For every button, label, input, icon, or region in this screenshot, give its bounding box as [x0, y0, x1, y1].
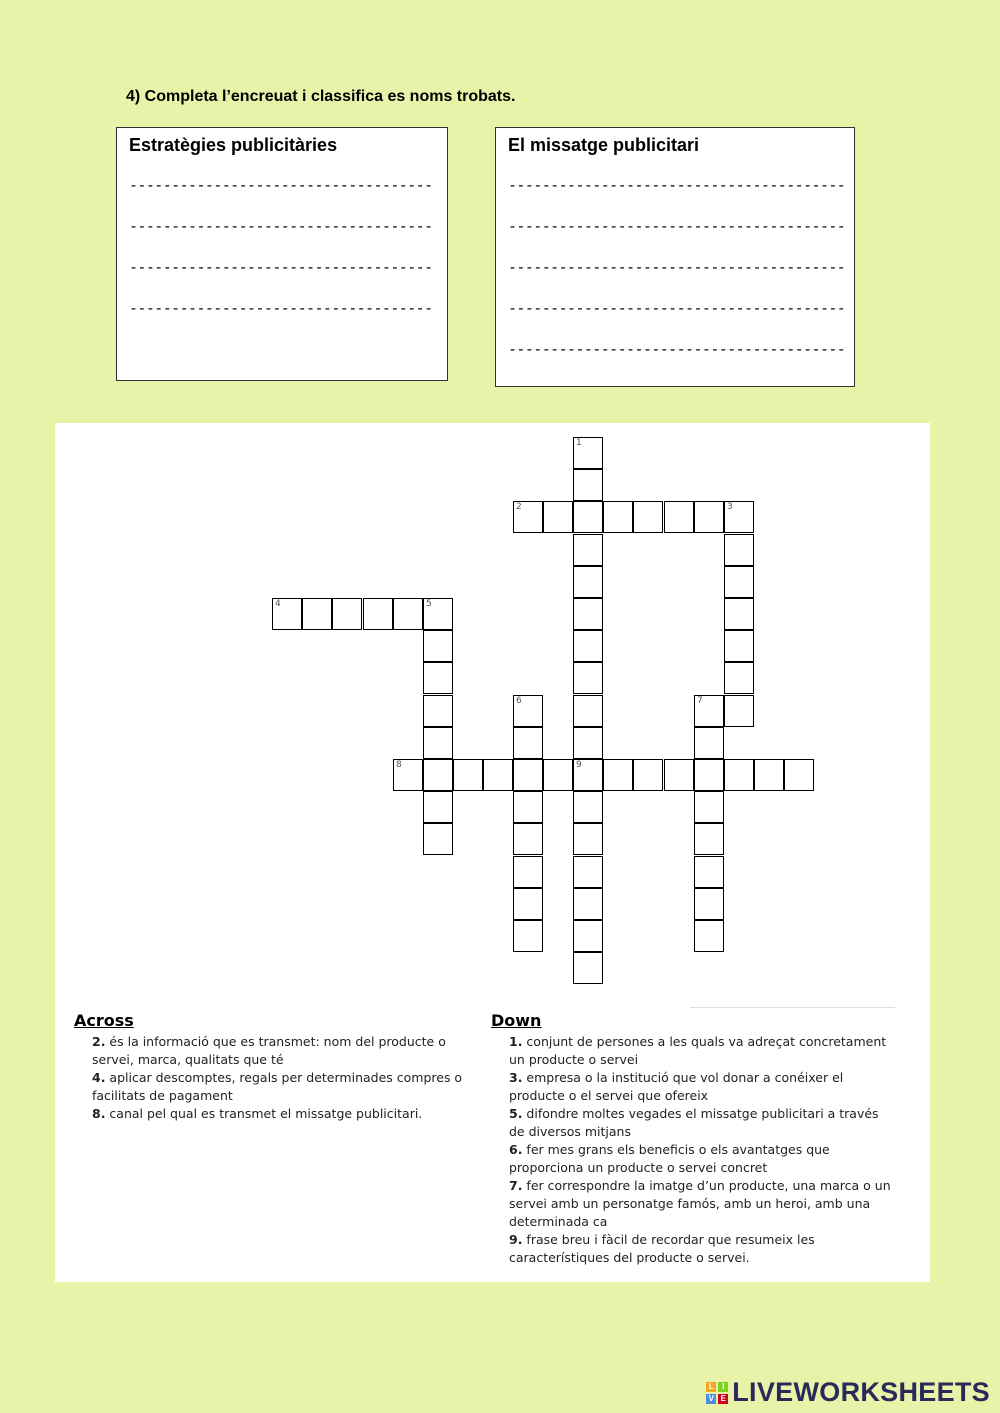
clue-down-3: 3. empresa o la institució que vol donar a conéixer el producte o el servei que ofereix [509, 1070, 844, 1103]
crossword-cell[interactable] [393, 598, 423, 630]
liveworksheets-icon [706, 1382, 728, 1404]
crossword-cell[interactable] [573, 823, 603, 855]
crossword-cell[interactable] [423, 695, 453, 727]
crossword-cell[interactable] [573, 727, 603, 759]
crossword-cell[interactable] [513, 791, 543, 823]
crossword-cell[interactable] [754, 759, 784, 791]
logo-letter: I [718, 1382, 728, 1392]
crossword-cell[interactable] [664, 759, 694, 791]
box-missatge [495, 127, 855, 387]
clue-number: 9 [576, 760, 582, 770]
crossword-cell[interactable] [513, 501, 543, 533]
clue-across-4: 4. aplicar descomptes, regals per determinades compres o facilitats de pagament [92, 1070, 463, 1103]
answer-line[interactable]: ------------------------------------ [129, 217, 433, 235]
clue-number: 7 [697, 696, 703, 706]
answer-line[interactable]: ---------------------------------------- [508, 176, 846, 194]
crossword-cell[interactable] [573, 501, 603, 533]
answer-line[interactable]: ------------------------------------ [129, 176, 433, 194]
crossword-cell[interactable] [393, 759, 423, 791]
down-clues [491, 1011, 891, 1267]
clue-number: 2 [516, 502, 522, 512]
crossword-cell[interactable] [724, 759, 754, 791]
crossword-cell[interactable] [573, 534, 603, 566]
crossword-cell[interactable] [573, 695, 603, 727]
crossword-cell[interactable] [694, 856, 724, 888]
crossword-cell[interactable] [423, 791, 453, 823]
clue-number: 4 [275, 599, 281, 609]
crossword-cell[interactable] [513, 856, 543, 888]
crossword-cell[interactable] [573, 791, 603, 823]
crossword-cell[interactable] [513, 759, 543, 791]
crossword-cell[interactable] [694, 759, 724, 791]
crossword-cell[interactable] [423, 630, 453, 662]
crossword-cell[interactable] [573, 437, 603, 469]
crossword-cell[interactable] [633, 759, 663, 791]
crossword-cell[interactable] [694, 791, 724, 823]
answer-line[interactable]: ---------------------------------------- [508, 299, 846, 317]
logo-text: LIVEWORKSHEETS [732, 1377, 990, 1407]
crossword-cell[interactable] [573, 759, 603, 791]
crossword-cell[interactable] [513, 695, 543, 727]
crossword-cell[interactable] [423, 662, 453, 694]
logo-letter: E [718, 1394, 728, 1404]
crossword-cell[interactable] [543, 759, 573, 791]
crossword-cell[interactable] [694, 888, 724, 920]
crossword-cell[interactable] [483, 759, 513, 791]
crossword-cell[interactable] [423, 823, 453, 855]
divider [690, 1007, 895, 1008]
answer-line[interactable]: ---------------------------------------- [508, 217, 846, 235]
crossword-cell[interactable] [724, 598, 754, 630]
crossword-cell[interactable] [513, 727, 543, 759]
crossword-cell[interactable] [694, 727, 724, 759]
crossword-cell[interactable] [633, 501, 663, 533]
crossword-cell[interactable] [272, 598, 302, 630]
clue-number: 8 [396, 760, 402, 770]
down-heading: Down [491, 1011, 542, 1030]
crossword-cell[interactable] [724, 630, 754, 662]
crossword-cell[interactable] [332, 598, 362, 630]
crossword-cell[interactable] [603, 501, 633, 533]
box-estrategies-title: Estratègies publicitàries [129, 135, 338, 155]
box-estrategies [116, 127, 448, 381]
answer-line[interactable]: ---------------------------------------- [508, 340, 846, 358]
instruction: 4) Completa l’encreuat i classifica es noms trobats. [126, 88, 516, 105]
crossword-panel [55, 423, 930, 1282]
crossword-cell[interactable] [573, 662, 603, 694]
clue-down-6: 6. fer mes grans els beneficis o els avantatges que proporciona un producte o servei concret [509, 1142, 830, 1175]
logo-letter: L [706, 1382, 716, 1392]
across-heading: Across [74, 1011, 134, 1030]
clue-down-1: 1. conjunt de persones a les quals va adreçat concretament un producte o servei [509, 1034, 887, 1067]
crossword-cell[interactable] [724, 662, 754, 694]
crossword-cell[interactable] [694, 695, 724, 727]
across-clues [74, 1011, 474, 1123]
clue-down-5: 5. difondre moltes vegades el missatge publicitari a través de diversos mitjans [509, 1106, 879, 1139]
crossword-cell[interactable] [573, 952, 603, 984]
crossword-cell[interactable] [724, 566, 754, 598]
crossword-cell[interactable] [724, 695, 754, 727]
crossword-cell[interactable] [423, 759, 453, 791]
crossword-cell[interactable] [453, 759, 483, 791]
crossword-cell[interactable] [302, 598, 332, 630]
crossword-cell[interactable] [573, 598, 603, 630]
crossword-cell[interactable] [694, 920, 724, 952]
crossword-cell[interactable] [513, 823, 543, 855]
crossword-cell[interactable] [423, 727, 453, 759]
crossword-cell[interactable] [573, 630, 603, 662]
answer-line[interactable]: ------------------------------------ [129, 299, 433, 317]
crossword-cell[interactable] [784, 759, 814, 791]
crossword-cell[interactable] [573, 566, 603, 598]
clue-number: 5 [426, 599, 432, 609]
crossword-cell[interactable] [573, 888, 603, 920]
clue-down-7: 7. fer correspondre la imatge d’un producte, una marca o un servei amb un personatge famós, amb un heroi, amb una determinada ca [509, 1178, 891, 1229]
clue-number: 1 [576, 438, 582, 448]
crossword-cell[interactable] [694, 823, 724, 855]
crossword-cell[interactable] [694, 501, 724, 533]
logo-letter: V [706, 1394, 716, 1404]
box-missatge-title: El missatge publicitari [508, 135, 700, 155]
crossword-cell[interactable] [603, 759, 633, 791]
crossword-cell[interactable] [573, 920, 603, 952]
answer-line[interactable]: ---------------------------------------- [508, 258, 846, 276]
crossword-cell[interactable] [423, 598, 453, 630]
crossword-cell[interactable] [724, 534, 754, 566]
crossword-cell[interactable] [513, 888, 543, 920]
crossword-cell[interactable] [513, 920, 543, 952]
crossword-cell[interactable] [363, 598, 393, 630]
crossword-cell[interactable] [573, 469, 603, 501]
answer-line[interactable]: ------------------------------------ [129, 258, 433, 276]
clue-across-2: 2. és la informació que es transmet: nom del producte o servei, marca, qualitats que té [92, 1034, 446, 1067]
crossword-cell[interactable] [724, 501, 754, 533]
clue-number: 6 [516, 696, 522, 706]
crossword-cell[interactable] [664, 501, 694, 533]
clue-down-9: 9. frase breu i fàcil de recordar que resumeix les característiques del producte o servei. [509, 1232, 815, 1265]
clue-across-8: 8. canal pel qual es transmet el missatge publicitari. [92, 1106, 423, 1121]
clue-number: 3 [727, 502, 733, 512]
liveworksheets-logo [706, 1377, 990, 1408]
crossword-cell[interactable] [573, 856, 603, 888]
crossword-cell[interactable] [543, 501, 573, 533]
